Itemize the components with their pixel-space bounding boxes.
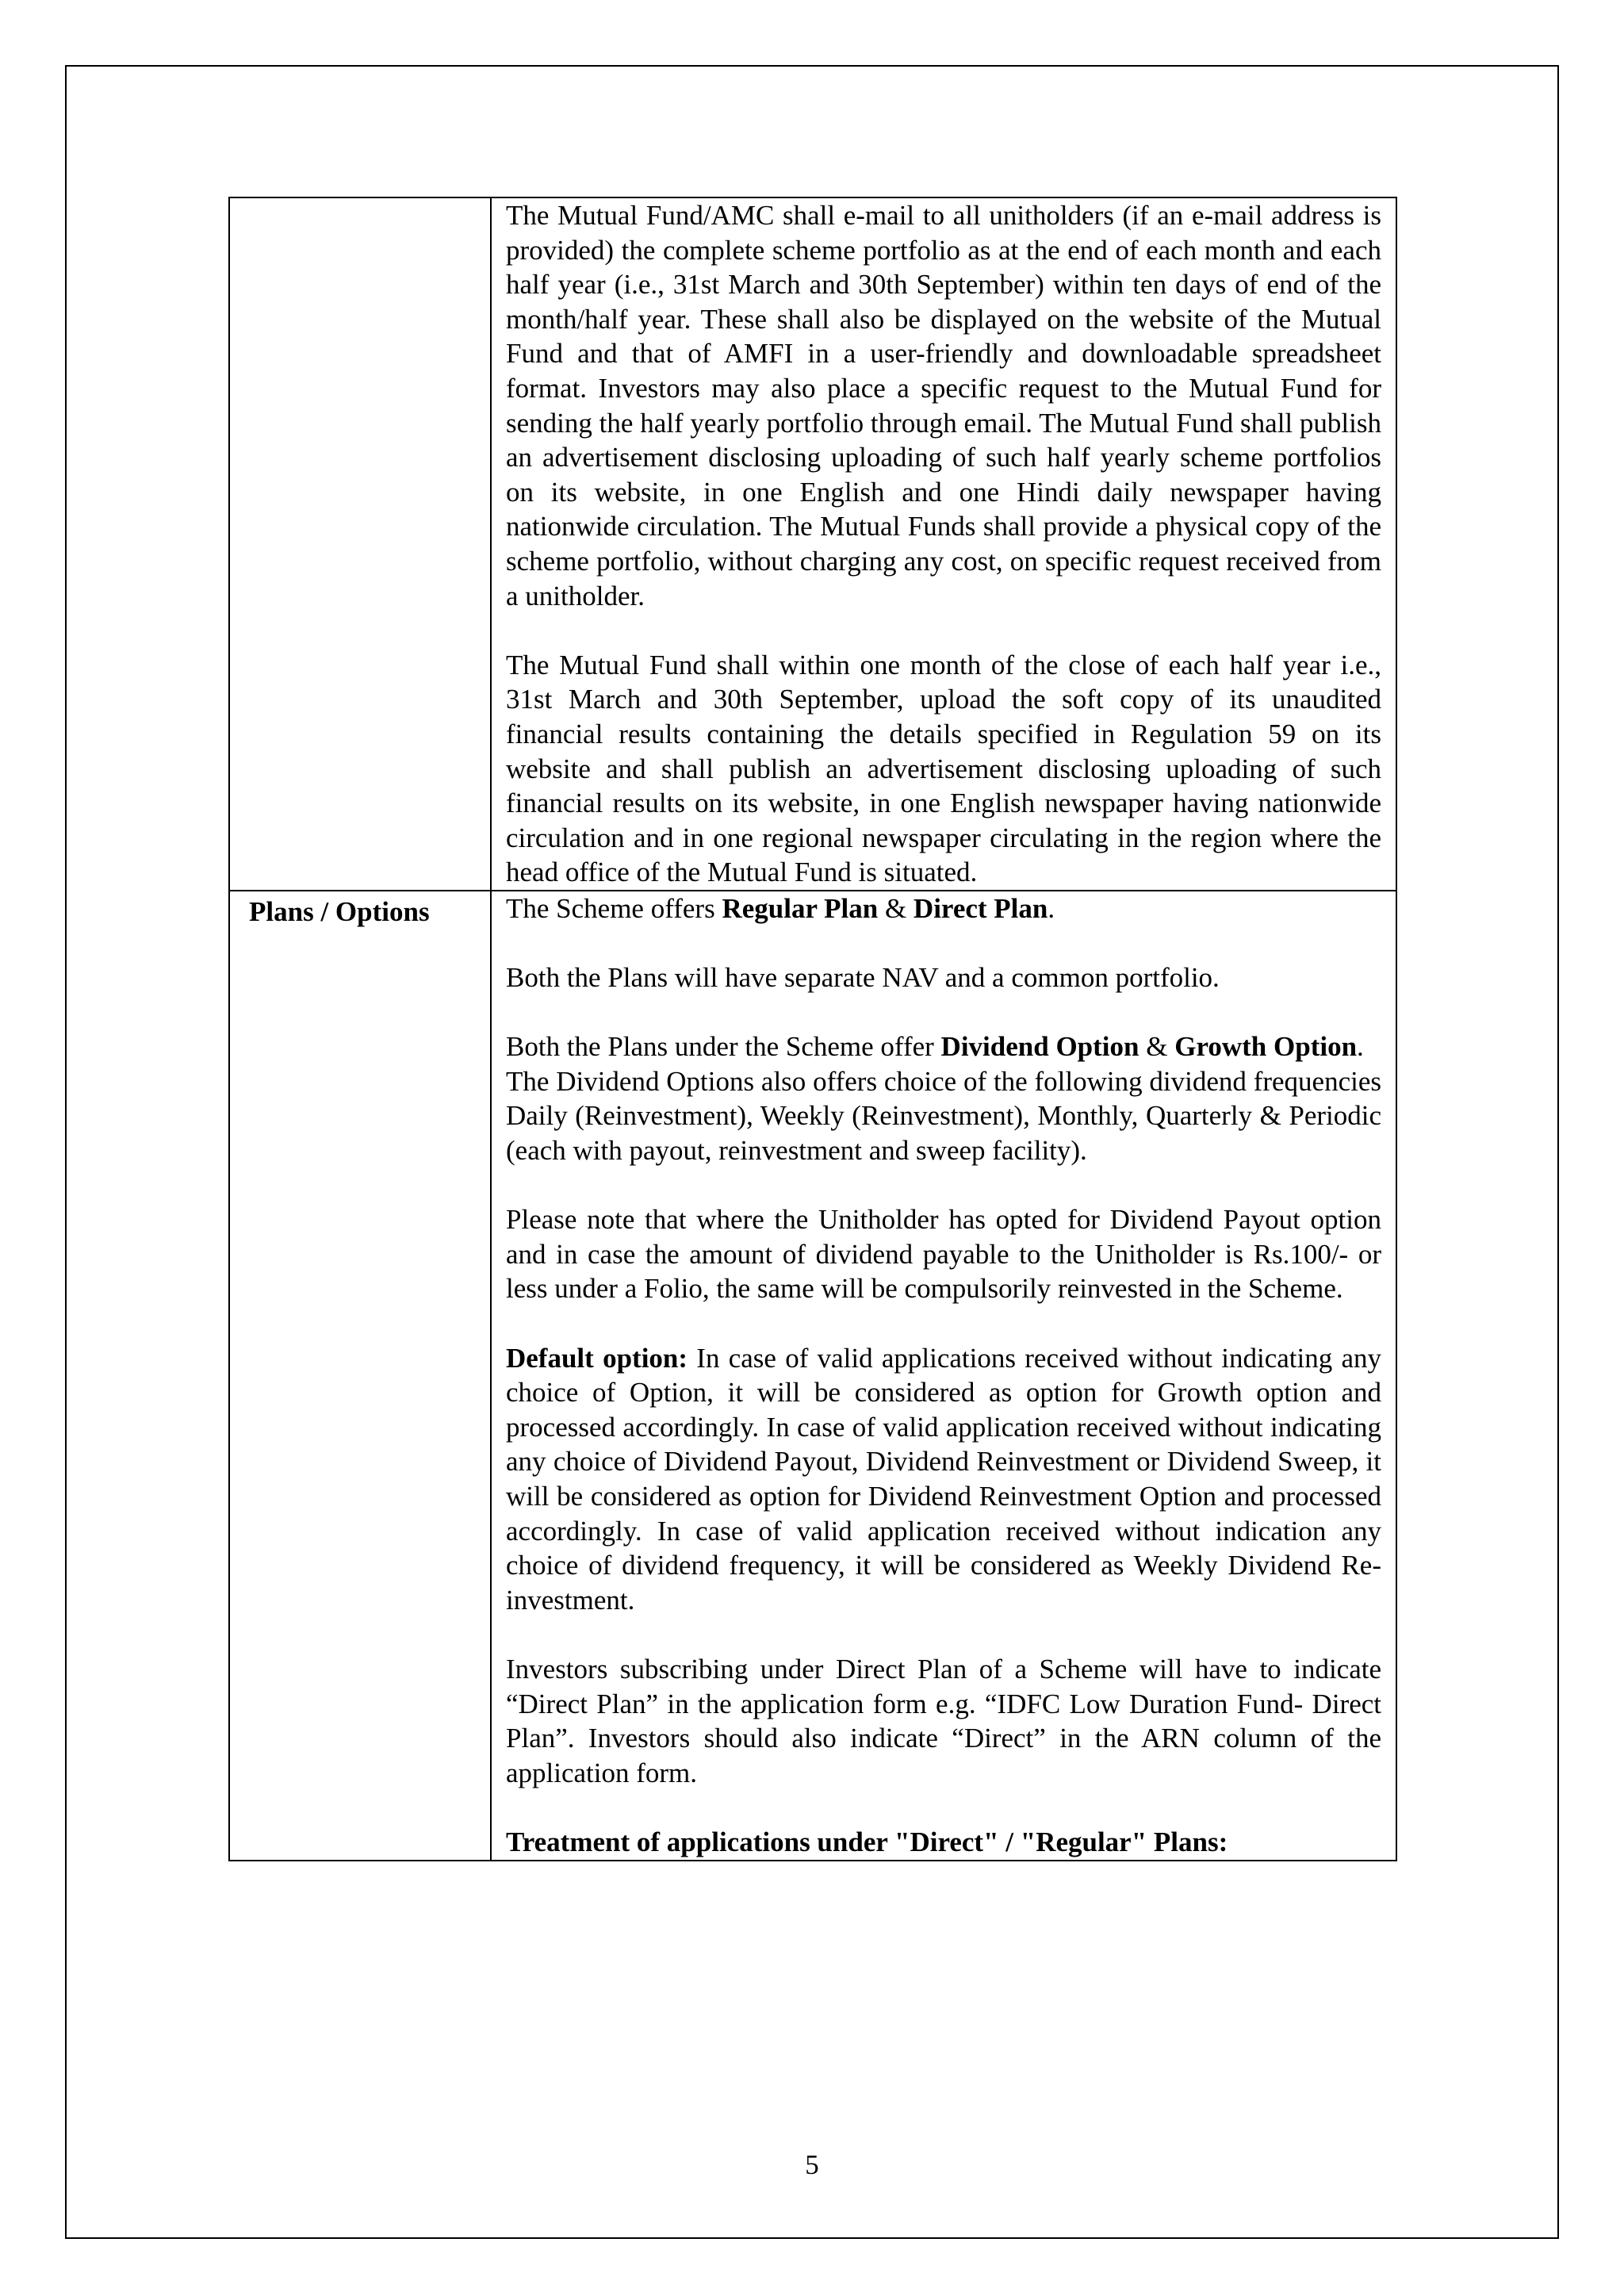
options-offered-paragraph: Both the Plans under the Scheme offer Dividend Option & Growth Option.: [506, 1031, 1364, 1063]
plans-options-label: Plans / Options: [229, 891, 491, 1861]
financial-results-paragraph: The Mutual Fund shall within one month of the close of each half year i.e., 31st March and 30th September, upload the soft copy of its unaudited financial results containing the details specified in Regulation 59 on its website and shall publish an advertisement disclosing uploading of such financial results on its website, in one English newspaper having nationwide circulation and in one regional newspaper circulating in the region where the head office of the Mutual Fund is situated.: [506, 649, 1381, 888]
direct-plan-note-paragraph: Investors subscribing under Direct Plan of a Scheme will have to indicate “Direct Plan” in the application form e.g. “IDFC Low Duration Fund- Direct Plan”. Investors should also indicate “Direct” in the ARN column of the application form.: [506, 1653, 1381, 1788]
table-row: [229, 891, 1396, 1861]
portfolio-disclosure-paragraph: The Mutual Fund/AMC shall e-mail to all unitholders (if an e-mail address is provided) the complete scheme portfolio as at the end of each month and each half year (i.e., 31st March and 30th September) within ten days of end of the month/half year. These shall also be displayed on the website of the Mutual Fund and that of AMFI in a user-friendly and downloadable spreadsheet format. Investors may also place a specific request to the Mutual Fund for sending the half yearly portfolio through email. The Mutual Fund shall publish an advertisement disclosing uploading of such half yearly scheme portfolios on its website, in one English and one Hindi daily newspaper having nationwide circulation. The Mutual Funds shall provide a physical copy of the scheme portfolio, without charging any cost, on specific request received from a unitholder.: [506, 200, 1381, 611]
treatment-heading: Treatment of applications under "Direct" / "Regular" Plans:: [506, 1826, 1228, 1857]
page-number: 5: [805, 2149, 819, 2180]
dividend-frequencies-paragraph: The Dividend Options also offers choice of the following dividend frequencies Daily (Reinvestment), Weekly (Reinvestment), Monthly, Quarterly & Periodic (each with payout, reinvestment and sweep facility).: [506, 1065, 1381, 1167]
scheme-info-table: [228, 197, 1397, 1861]
plans-options-cell: [491, 891, 1396, 1861]
default-option-paragraph: Default option: In case of valid applications received without indicating any choice of Option, it will be considered as option for Growth option and processed accordingly. In case of valid application received without indicating any choice of Dividend Payout, Dividend Reinvestment or Dividend Sweep, it will be considered as option for Dividend Reinvestment Option and processed accordingly. In case of valid application received without indication any choice of dividend frequency, it will be considered as Weekly Dividend Re-investment.: [506, 1342, 1382, 1616]
growth-option-text: Growth Option: [1174, 1031, 1358, 1063]
direct-plan-text: Direct Plan: [913, 892, 1048, 924]
row-label-empty: [229, 197, 491, 891]
dividend-option-text: Dividend Option: [940, 1031, 1139, 1063]
regular-plan-text: Regular Plan: [722, 892, 879, 924]
payout-note-paragraph: Please note that where the Unitholder has opted for Dividend Payout option and in case the amount of dividend payable to the Unitholder is Rs.100/- or less under a Folio, the same will be compulsorily reinvested in the Scheme.: [506, 1204, 1381, 1305]
default-option-label: Default option:: [506, 1342, 688, 1374]
plans-offered-paragraph: The Scheme offers Regular Plan & Direct Plan.: [506, 892, 1055, 924]
table-row: [229, 197, 1396, 891]
portfolio-disclosure-cell: [491, 197, 1396, 891]
nav-note-paragraph: Both the Plans will have separate NAV and a common portfolio.: [506, 962, 1220, 994]
